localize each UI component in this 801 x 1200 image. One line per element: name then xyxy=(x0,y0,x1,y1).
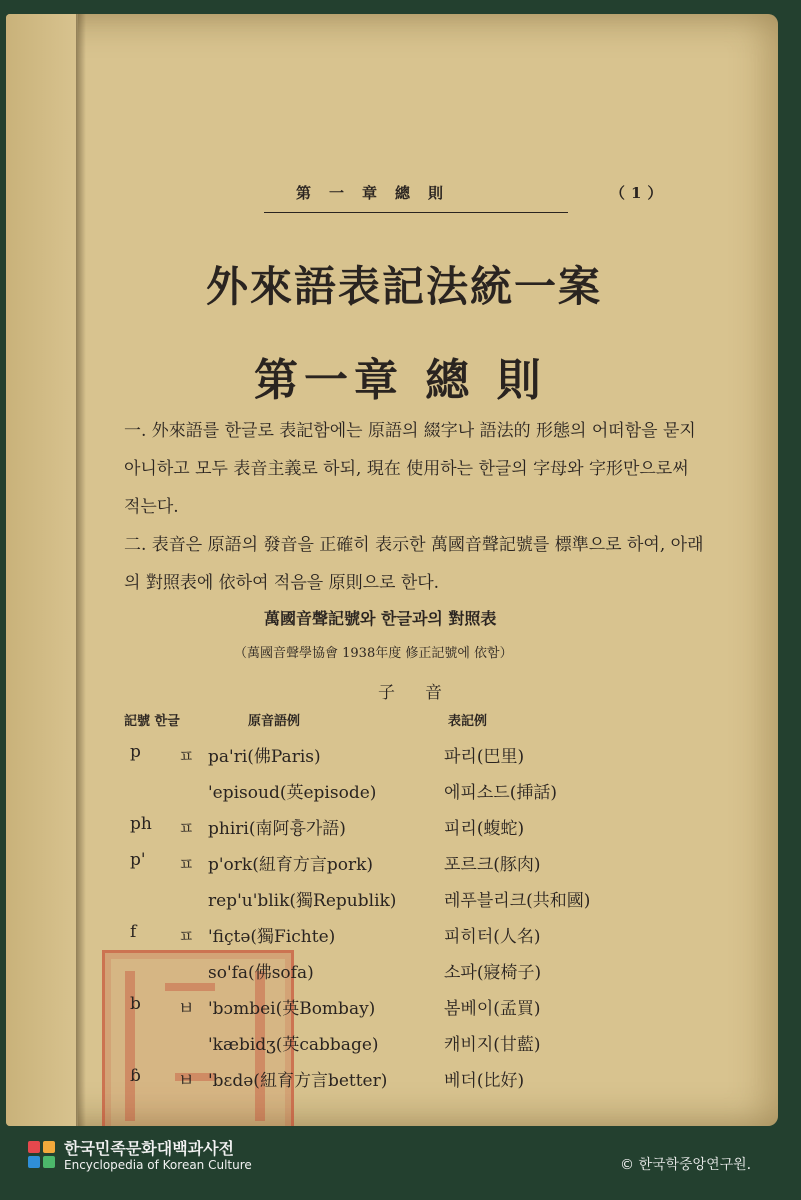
cell-transcription: 피리(蝮蛇) xyxy=(444,819,525,839)
cell-symbol: p xyxy=(130,742,141,762)
table-row xyxy=(6,814,778,850)
column-header-transcription: 表記例 xyxy=(448,714,488,729)
encyclopedia-logo-icon xyxy=(28,1141,58,1171)
paragraph-2: 二. 表音은 原語의 發音을 正確히 表示한 萬國音聲記號를 標準으로 하여, 아래의 對照表에 依하여 적음을 原則으로 한다. xyxy=(124,535,704,593)
table-title: 萬國音聲記號와 한글과의 對照表 xyxy=(264,609,497,628)
main-title: 外來語表記法統一案 xyxy=(206,262,603,311)
cell-hangul: ㅍ xyxy=(178,819,195,839)
cell-original: 'bɛdə(紐育方言better) xyxy=(208,1071,388,1091)
cell-hangul: ㅂ xyxy=(178,999,195,1019)
copyright-notice: © 한국학중앙연구원. xyxy=(620,1157,752,1173)
cell-original: 'kæbidʒ(英cabbage) xyxy=(208,1035,379,1055)
cell-original: 'bɔmbei(英Bombay) xyxy=(208,999,376,1019)
table-row xyxy=(6,742,778,778)
cell-symbol: ph xyxy=(130,814,152,834)
cell-transcription: 베더(比好) xyxy=(444,1071,525,1091)
cell-hangul: ㅍ xyxy=(178,747,195,767)
cell-hangul: ㅍ xyxy=(178,927,195,947)
logo-english-name: Encyclopedia of Korean Culture xyxy=(64,1158,252,1172)
encyclopedia-logo[interactable] xyxy=(28,1140,252,1172)
cell-original: 'episoud(英episode) xyxy=(208,783,377,803)
cell-transcription: 봄베이(孟買) xyxy=(444,999,541,1019)
page-number: （1） xyxy=(610,184,669,202)
column-header-symbol: 記號 한글 xyxy=(124,714,180,729)
column-header-original: 原音語例 xyxy=(248,714,301,729)
cell-transcription: 포르크(豚肉) xyxy=(444,855,541,875)
cell-original: rep'u'blik(獨Republik) xyxy=(208,891,397,911)
cell-symbol: b xyxy=(130,994,141,1014)
cell-transcription: 파리(巴里) xyxy=(444,747,525,767)
cell-transcription: 레푸블리크(共和國) xyxy=(444,891,591,911)
cell-transcription: 소파(寢椅子) xyxy=(444,963,542,983)
book-page xyxy=(6,14,778,1126)
table-row xyxy=(6,1030,778,1066)
table-row xyxy=(6,850,778,886)
paragraph-1: 一. 外來語를 한글로 表記함에는 原語의 綴字나 語法的 形態의 어떠함을 묻지 아니하고 모두 表音主義로 하되, 現在 使用하는 한글의 字母와 字形만으로써 적는다. xyxy=(124,421,696,517)
header-rule xyxy=(264,212,568,213)
chapter-title: 第一章 總 則 xyxy=(254,355,547,406)
cell-symbol: f xyxy=(130,922,137,942)
table-row xyxy=(6,994,778,1030)
cell-transcription: 캐비지(甘藍) xyxy=(444,1035,541,1055)
cell-original: p'ork(紐育方言pork) xyxy=(208,855,374,875)
table-row xyxy=(6,922,778,958)
table-row xyxy=(6,1066,778,1102)
cell-original: pa'ri(佛Paris) xyxy=(208,747,321,767)
cell-transcription: 피히터(人名) xyxy=(444,927,541,947)
cell-original: phiri(南阿흉가語) xyxy=(208,819,346,839)
cell-original: 'fiçtə(獨Fichte) xyxy=(208,927,336,947)
table-subtitle: （萬國音聲學協會 1938年度 修正記號에 依함） xyxy=(234,646,513,661)
cell-symbol: ɓ xyxy=(130,1066,141,1086)
cell-hangul: ㅂ xyxy=(178,1071,195,1091)
running-head: 第一章總則 xyxy=(296,184,462,202)
cell-transcription: 에피소드(挿話) xyxy=(444,783,557,803)
table-row xyxy=(6,886,778,922)
logo-korean-name: 한국민족문화대백과사전 xyxy=(64,1139,235,1158)
cell-original: so'fa(佛sofa) xyxy=(208,963,314,983)
cell-hangul: ㅍ xyxy=(178,855,195,875)
table-row xyxy=(6,778,778,814)
cell-symbol: p' xyxy=(130,850,146,870)
section-label: 子音 xyxy=(378,683,472,703)
table-row xyxy=(6,958,778,994)
